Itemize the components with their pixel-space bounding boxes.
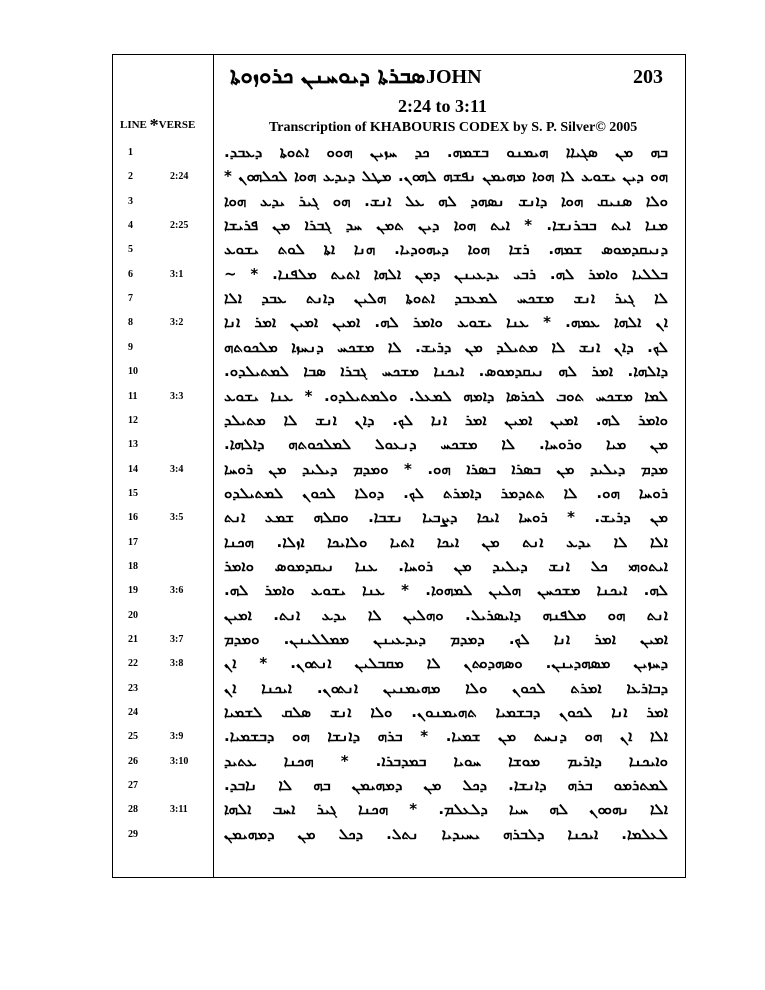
verse-range: 2:24 to 3:11 (398, 96, 487, 116)
line-number: 7 (128, 293, 133, 304)
star-mark: * (149, 115, 159, 135)
line-number: 25 (128, 731, 138, 742)
syriac-text-line: ܕܚܙܝܢ ܡܣܗܕܝܢܢ. ܘܣܗܕܘܬܢ ܠܐ ܡܩܒܠܝܢ ܐܢܬܘܢ. * ܐܢ (224, 654, 668, 672)
verse-number: 3:8 (170, 658, 184, 669)
verse-number: 3:2 (170, 317, 184, 328)
line-number: 10 (128, 366, 138, 377)
syriac-text-line: ܕܐܠܗܐ. ܐܡܪ ܠܗ ܢܝܩܕܡܘܣ. ܐܝܟܢܐ ܡܫܟܚ ܓܒܪܐ ܣܒܐ ܠܡܬܝܠܕܘ. (224, 362, 668, 380)
verse-number: 3:1 (170, 269, 184, 280)
verse-number: 3:6 (170, 585, 184, 596)
syriac-text-line: ܠܗ. ܐܝܟܢܐ ܡܫܟܚܢ ܗܠܝܢ ܠܡܗܘܐ. * ܥܢܐ ܝܫܘܥ ܘܐܡܪ ܠܗ. (224, 581, 668, 599)
line-number: 23 (128, 683, 138, 694)
line-number: 12 (128, 415, 138, 426)
syriac-text-line: ܠܐ ܓܝܪ ܐܢܫ ܡܫܟܚ ܠܡܥܒܕ ܐܬܘܬܐ ܗܠܝܢ ܕܐܢܬ ܥܒܕ ܐܠܐ (224, 289, 668, 307)
line-number: 22 (128, 658, 138, 669)
transcription-credit: Transcription of KHABOURIS CODEX by S. P. Silver© 2005 (269, 120, 638, 135)
page-number: 203 (633, 66, 663, 88)
line-number: 4 (128, 220, 133, 231)
syriac-text-line: ܐܠܐ ܠܐ ܝܕܥ ܐܢܬ ܡܢ ܐܝܟܐ ܐܬܝܐ ܘܠܐܝܟܐ ܐܙܠܐ. ܗܟܢܐ (224, 533, 668, 551)
verse-number: 2:25 (170, 220, 189, 231)
line-number: 8 (128, 317, 133, 328)
column-header (120, 115, 195, 136)
syriac-text-line: ܐܠܐ ܢܗܘܘܢ ܠܗ ܚܝܐ ܕܠܥܠܡ. * ܗܟܢܐ ܓܝܪ ܐܚܒ ܐܠܗܐ (224, 800, 668, 818)
syriac-text-line: ܠܥܠܡܐ. ܐܝܟܢܐ ܕܠܒܪܗ ܝܚܝܕܝܐ ܢܬܠ. ܕܟܠ ܡܢ ܕܡܗܝܡܢ (224, 825, 668, 843)
line-number: 17 (128, 537, 138, 548)
line-number: 24 (128, 707, 138, 718)
syriac-text-line: ܗܘ ܕܝܢ ܝܫܘܥ ܠܐ ܗܘܐ ܡܗܝܡܢ ܢܦܫܗ ܠܗܘܢ. ܡܛܠ ܕܝܕܥ ܗܘܐ ܠܟܠܗܘܢ * (224, 167, 668, 185)
verse-number: 3:3 (170, 391, 184, 402)
syriac-text-line: ܕܒܐܪܥܐ ܐܡܪܬ ܠܟܘܢ ܘܠܐ ܡܗܝܡܢܝܢ ܐܢܬܘܢ. ܐܝܟܢܐ ܐܢ (224, 679, 668, 697)
syriac-text-line: ܘܐܝܟܢܐ ܕܐܪܝܡ ܡܘܫܐ ܚܘܝܐ ܒܡܕܒܪܐ. * ܗܟܢܐ ܥܬܝܕ (224, 752, 668, 770)
line-number: 26 (128, 756, 138, 767)
book-title: JOHN (426, 66, 482, 88)
syriac-text-line: ܘܐܡܪ ܠܗ. ܐܡܝܢ ܐܡܝܢ ܐܡܪ ܐܢܐ ܠܟ. ܕܐܢ ܐܢܫ ܠܐ ܡܬܝܠܕ (224, 411, 668, 429)
line-heading: LINE (120, 119, 147, 131)
line-number: 20 (128, 610, 138, 621)
syriac-text-line: ܒܠܠܝܐ ܘܐܡܪ ܠܗ. ܪܒܝ ܝܕܥܝܢܢ ܕܡܢ ܐܠܗܐ ܐܬܝܬ ܡܠܦܢܐ. * ~ (224, 265, 668, 283)
syriac-text-line: ܒܗ ܡܢ ܣܓܝܐܐ ܗܝܡܢܘ ܒܫܡܗ. ܟܕ ܚܙܝܢ ܗܘܘ ܐܬܘܬܐ ܕܥܒܕ. (224, 143, 668, 161)
line-number: 13 (128, 439, 138, 450)
verse-number: 3:10 (170, 756, 189, 767)
verse-number: 2:24 (170, 171, 189, 182)
syriac-text-line: ܕܢܝܩܕܡܘܣ ܫܡܗ. ܪܫܐ ܗܘܐ ܕܝܗܘܕܝܐ. ܗܢܐ ܐܬܐ ܠܘܬ ܝܫܘܥ (224, 240, 668, 258)
verse-number: 3:11 (170, 804, 188, 815)
line-number: 16 (128, 512, 138, 523)
syriac-text-line: ܐܡܝܢ ܐܡܪ ܐܢܐ ܠܟ. ܕܡܕܡ ܕܝܕܥܝܢܢ ܡܡܠܠܝܢܢ. ܘܡܕܡ (224, 630, 668, 648)
syriac-text-line: ܐܡܪ ܐܢܐ ܠܟܘܢ ܕܒܫܡܝܐ ܬܗܝܡܢܘܢ. ܘܠܐ ܐܢܫ ܣܠܩ ܠܫܡܝܐ (224, 703, 668, 721)
syriac-text-line: ܠܟ. ܕܐܢ ܐܢܫ ܠܐ ܡܬܝܠܕ ܡܢ ܕܪܝܫ. ܠܐ ܡܫܟܚ ܕܢܚܙܐ ܡܠܟܘܬܗ (224, 338, 668, 356)
line-number: 28 (128, 804, 138, 815)
syriac-text-line: ܡܢܐ ܐܝܬ ܒܒܪܢܫܐ. * ܐܝܬ ܗܘܐ ܕܝܢ ܬܡܢ ܚܕ ܓܒܪܐ ܡܢ ܦܪܝܫܐ (224, 216, 668, 234)
line-number: 5 (128, 244, 133, 255)
verse-number: 3:7 (170, 634, 184, 645)
line-number: 3 (128, 196, 133, 207)
line-number: 2 (128, 171, 133, 182)
syriac-text-line: ܠܡܬܪܡܘ ܒܪܗ ܕܐܢܫܐ. ܕܟܠ ܡܢ ܕܡܗܝܡܢ ܒܗ ܠܐ ܢܐܒܕ. (224, 776, 668, 794)
syriac-text-line: ܐܢܬ ܗܘ ܡܠܦܢܗ ܕܐܝܣܪܝܠ. ܘܗܠܝܢ ܠܐ ܝܕܥ ܐܢܬ. ܐܡܝܢ (224, 606, 668, 624)
syriac-text-line: ܡܢ ܡܝܐ ܘܪܘܚܐ. ܠܐ ܡܫܟܚ ܕܢܥܘܠ ܠܡܠܟܘܬܗ ܕܐܠܗܐ. (224, 435, 668, 453)
line-number: 9 (128, 342, 133, 353)
line-number: 29 (128, 829, 138, 840)
verse-heading: VERSE (158, 119, 196, 131)
line-number: 6 (128, 269, 133, 280)
line-number: 11 (128, 391, 138, 402)
syriac-text-line: ܘܠܐ ܣܢܝܩ ܗܘܐ ܕܐܢܫ ܢܣܗܕ ܠܗ ܥܠ ܐܢܫ. ܗܘ ܓܝܪ ܝܕܥ ܗܘܐ (224, 192, 668, 210)
syriac-text-line: ܠܡܐ ܡܫܟܚ ܬܘܒ ܠܟܪܣܐ ܕܐܡܗ ܠܡܥܠ. ܘܠܡܬܝܠܕܘ. * ܥܢܐ ܝܫܘܥ (224, 387, 668, 405)
syriac-text-line: ܪܘܚܐ ܗܘ. ܠܐ ܬܬܕܡܪ ܕܐܡܪܬ ܠܟ. ܕܘܠܐ ܠܟܘܢ ܠܡܬܝܠܕܘ (224, 484, 668, 502)
line-number: 14 (128, 464, 138, 475)
syriac-title: ܣܒܪܬܐ ܕܝܘܚܢܢ ܟܪܘܙܘܬܐ (230, 64, 426, 89)
syriac-text-line: ܡܢ ܕܪܝܫ. * ܪܘܚܐ ܐܝܟܐ ܕܨܒܝܐ ܢܫܒܐ. ܘܩܠܗ ܫܡܥ ܐܢܬ (224, 508, 668, 526)
verse-number: 3:4 (170, 464, 184, 475)
line-number: 21 (128, 634, 138, 645)
syriac-text-line: ܐܝܬܘܗܝ ܟܠ ܐܢܫ ܕܝܠܝܕ ܡܢ ܪܘܚܐ. ܥܢܐ ܢܝܩܕܡܘܣ ܘܐܡܪ (224, 557, 668, 575)
line-number: 1 (128, 147, 133, 158)
line-number: 15 (128, 488, 138, 499)
syriac-text-line: ܡܕܡ ܕܝܠܝܕ ܡܢ ܒܣܪܐ ܒܣܪܐ ܗܘ. * ܘܡܕܡ ܕܝܠܝܕ ܡܢ ܪܘܚܐ (224, 460, 668, 478)
syriac-text-line: ܐܠܐ ܐܢ ܗܘ ܕܢܚܬ ܡܢ ܫܡܝܐ. * ܒܪܗ ܕܐܢܫܐ ܗܘ ܕܒܫܡܝܐ. (224, 727, 668, 745)
syriac-text-line: ܐܢ ܐܠܗܐ ܥܡܗ. * ܥܢܐ ܝܫܘܥ ܘܐܡܪ ܠܗ. ܐܡܝܢ ܐܡܝܢ ܐܡܪ ܐܢܐ (224, 313, 668, 331)
verse-number: 3:9 (170, 731, 184, 742)
verse-number: 3:5 (170, 512, 184, 523)
line-number: 19 (128, 585, 138, 596)
line-number: 18 (128, 561, 138, 572)
line-number: 27 (128, 780, 138, 791)
column-divider (213, 54, 214, 878)
